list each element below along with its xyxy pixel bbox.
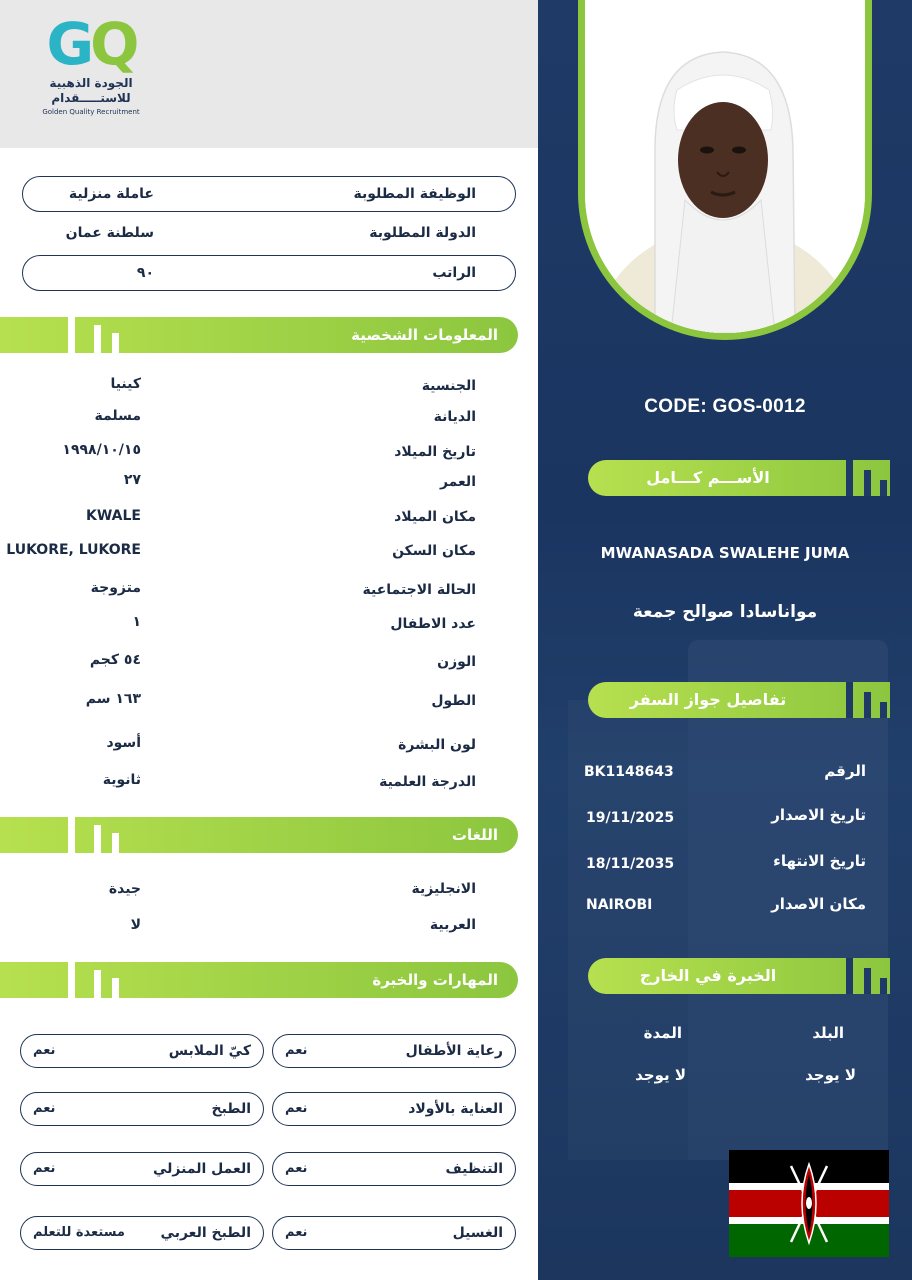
candidate-code: CODE: GOS-0012: [644, 396, 806, 417]
expiry-date-label: تاريخ الانتهاء: [773, 852, 866, 870]
experience-section-header: [588, 958, 890, 994]
job-label: الوظيفة المطلوبة: [353, 186, 476, 202]
birthplace-label: مكان الميلاد: [394, 509, 476, 525]
birthdate-label: تاريخ الميلاد: [394, 444, 476, 460]
stripe-decoration: [112, 333, 119, 353]
skill-value: نعم: [285, 1225, 308, 1240]
education-label: الدرجة العلمية: [379, 774, 476, 790]
skill-value: مستعدة للتعلم: [33, 1225, 125, 1240]
job-value: عاملة منزلية: [68, 186, 154, 202]
height-label: الطول: [431, 693, 476, 709]
stripe-decoration: [68, 317, 75, 353]
skill-name: الطبخ: [211, 1101, 251, 1117]
children-label: عدد الاطفال: [390, 616, 476, 632]
job-row: [22, 176, 516, 212]
logo-monogram: GQ: [46, 10, 136, 78]
stripe-decoration: [864, 692, 871, 718]
stripe-decoration: [112, 833, 119, 853]
experience-country-value: لا يوجد: [805, 1066, 856, 1084]
stripe-decoration: [94, 325, 101, 353]
skill-washing: [272, 1216, 516, 1250]
profile-right-panel: [538, 0, 912, 1280]
passport-section-title: تفاصيل جواز السفر: [629, 690, 787, 709]
age-label: العمر: [439, 474, 476, 490]
stripe-decoration: [112, 978, 119, 998]
skill-name: العناية بالأولاد: [408, 1101, 503, 1117]
issue-date-label: تاريخ الاصدار: [771, 806, 866, 824]
skill-kids-care: [272, 1092, 516, 1126]
skill-name: الغسيل: [452, 1225, 503, 1241]
experience-duration-header: المدة: [643, 1024, 682, 1042]
skill-value: نعم: [285, 1161, 308, 1176]
fullname-section-title: الأســـم كـــامل: [646, 468, 770, 487]
issue-date-value: 19/11/2025: [586, 810, 675, 826]
personal-section-header: [0, 317, 518, 353]
weight-value: ٥٤ كجم: [89, 652, 141, 668]
fullname-section-header: [588, 460, 890, 496]
skill-value: نعم: [33, 1043, 56, 1058]
skills-section-title: المهارات والخبرة: [372, 971, 498, 989]
skill-value: نعم: [33, 1161, 56, 1176]
passport-section-header: [588, 682, 890, 718]
residence-label: مكان السكن: [392, 543, 476, 559]
children-value: ١: [132, 614, 141, 630]
passport-number-value: BK1148643: [584, 764, 674, 780]
nationality-value: كينيا: [110, 376, 141, 392]
stripe-decoration: [846, 682, 853, 718]
skill-name: رعاية الأطفال: [405, 1043, 503, 1059]
personal-section-title: المعلومات الشخصية: [351, 326, 498, 344]
marital-status-value: متزوجة: [90, 580, 141, 596]
residence-value: LUKORE, LUKORE: [6, 542, 141, 558]
logo-arabic-line1: الجودة الذهبية: [49, 76, 133, 90]
stripe-decoration: [94, 825, 101, 853]
skills-section-header: [0, 962, 518, 998]
candidate-photo: [585, 0, 865, 333]
issue-place-value: NAIROBI: [586, 897, 653, 913]
stripe-decoration: [880, 702, 887, 718]
english-label: الانجليزية: [411, 881, 476, 897]
skill-cooking: [20, 1092, 264, 1126]
skill-name: التنظيف: [445, 1161, 503, 1177]
skill-arabic-cooking: [20, 1216, 264, 1250]
stripe-decoration: [846, 958, 853, 994]
birthdate-value: ١٩٩٨/١٠/١٥: [62, 442, 141, 458]
salary-row: [22, 255, 516, 291]
languages-section-header: [0, 817, 518, 853]
birthplace-value: KWALE: [86, 508, 141, 524]
country-row: [22, 215, 516, 251]
skill-cleaning: [272, 1152, 516, 1186]
arabic-value: لا: [130, 917, 141, 933]
stripe-decoration: [880, 978, 887, 994]
skin-color-value: أسود: [106, 735, 141, 751]
candidate-name-arabic: مواناسادا صوالح جمعة: [632, 602, 818, 622]
english-value: جيدة: [108, 881, 141, 897]
nationality-label: الجنسية: [421, 378, 476, 394]
skill-value: نعم: [33, 1101, 56, 1116]
stripe-decoration: [864, 968, 871, 994]
country-value: سلطنة عمان: [65, 225, 154, 241]
candidate-portrait-icon: [585, 0, 865, 333]
religion-value: مسلمة: [94, 408, 141, 424]
stripe-decoration: [68, 962, 75, 998]
skill-name: العمل المنزلي: [153, 1161, 251, 1177]
skill-housework: [20, 1152, 264, 1186]
experience-country-header: البلد: [812, 1024, 844, 1042]
stripe-decoration: [94, 970, 101, 998]
salary-label: الراتب: [432, 265, 476, 281]
stripe-decoration: [864, 470, 871, 496]
expiry-date-value: 18/11/2035: [586, 856, 675, 872]
weight-label: الوزن: [437, 654, 476, 670]
stripe-decoration: [846, 460, 853, 496]
marital-status-label: الحالة الاجتماعية: [362, 582, 476, 598]
skill-value: نعم: [285, 1101, 308, 1116]
religion-label: الديانة: [433, 409, 476, 425]
arabic-label: العربية: [429, 917, 476, 933]
candidate-name-english: MWANASADA SWALEHE JUMA: [600, 544, 850, 562]
experience-duration-value: لا يوجد: [635, 1066, 686, 1084]
age-value: ٢٧: [123, 472, 141, 488]
stripe-decoration: [880, 480, 887, 496]
skill-childcare: [272, 1034, 516, 1068]
languages-section-title: اللغات: [451, 826, 498, 844]
height-value: ١٦٣ سم: [85, 691, 141, 707]
issue-place-label: مكان الاصدار: [771, 895, 866, 913]
logo-band: [0, 0, 538, 148]
passport-number-label: الرقم: [824, 762, 866, 780]
experience-section-title: الخبرة في الخارج: [639, 966, 777, 985]
kenya-flag-icon: [729, 1150, 889, 1257]
skill-name: كيّ الملابس: [168, 1043, 251, 1059]
education-value: ثانوية: [102, 772, 141, 788]
salary-value: ٩٠: [136, 265, 154, 281]
skill-name: الطبخ العربي: [160, 1225, 251, 1241]
logo-arabic-line2: للاستـــــقدام: [51, 91, 131, 105]
skill-ironing: [20, 1034, 264, 1068]
stripe-decoration: [68, 817, 75, 853]
photo-frame: [578, 0, 872, 340]
skill-value: نعم: [285, 1043, 308, 1058]
skin-color-label: لون البشرة: [398, 737, 476, 753]
country-label: الدولة المطلوبة: [369, 225, 476, 241]
logo-english: Golden Quality Recruitment: [42, 108, 140, 116]
company-logo: [26, 12, 156, 116]
